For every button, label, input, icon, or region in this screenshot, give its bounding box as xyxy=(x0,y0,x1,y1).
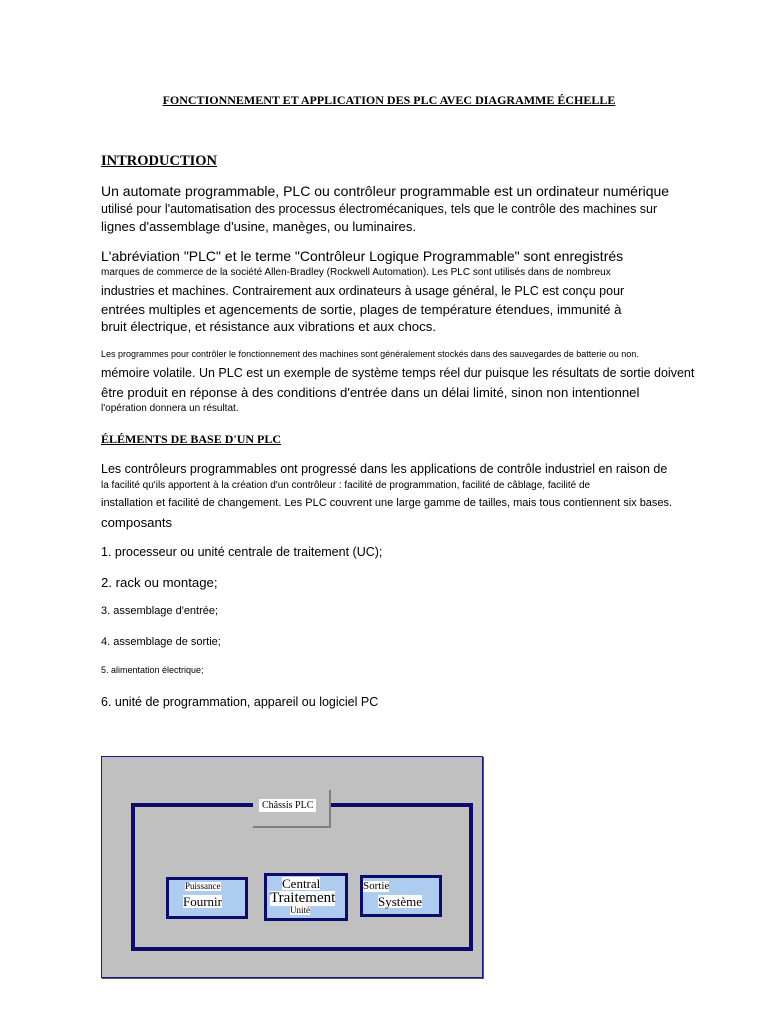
component-item: 2. rack ou montage; xyxy=(101,575,218,590)
power-module-label-2: Fournir xyxy=(183,894,222,909)
paragraph-line: industries et machines. Contrairement aux ordinateurs à usage général, le PLC est conçu pour xyxy=(101,284,625,298)
paragraph-line: bruit électrique, et résistance aux vibrations et aux chocs. xyxy=(101,319,436,334)
output-module xyxy=(360,875,442,917)
paragraph-line: composants xyxy=(101,515,173,530)
component-item: 4. assemblage de sortie; xyxy=(101,636,221,648)
paragraph-line: Les contrôleurs programmables ont progressé dans les applications de contrôle industriel en raison de xyxy=(101,462,668,476)
document-title xyxy=(0,93,768,108)
paragraph-line: être produit en réponse à des conditions d'entrée dans un délai limité, sinon non intentionnel xyxy=(101,385,640,400)
output-module-label-2: Système xyxy=(378,894,423,909)
paragraph-line: marques de commerce de la société Allen-Bradley (Rockwell Automation). Les PLC sont utilisés dans de nombreux xyxy=(101,267,611,278)
cpu-module-label-1: Central xyxy=(282,876,321,891)
chassis-label: Châssis PLC xyxy=(259,799,316,812)
paragraph-line: entrées multiples et agencements de sortie, plages de température étendues, immunité à xyxy=(101,302,622,317)
document-title-text: FONCTIONNEMENT ET APPLICATION DES PLC AVEC DIAGRAMME ÉCHELLE xyxy=(162,93,616,107)
paragraph-line: utilisé pour l'automatisation des processus électromécaniques, tels que le contrôle des machines sur xyxy=(101,202,658,216)
output-module-label-1: Sortie xyxy=(363,880,390,892)
paragraph-line: mémoire volatile. Un PLC est un exemple de système temps réel dur puisque les résultats de sortie doivent xyxy=(101,366,695,380)
paragraph-line: lignes d'assemblage d'usine, manèges, ou luminaires. xyxy=(101,219,417,234)
heading-elements-de-base: ÉLÉMENTS DE BASE D'UN PLC xyxy=(101,432,282,446)
component-item: 3. assemblage d'entrée; xyxy=(101,605,219,617)
paragraph-line: l'opération donnera un résultat. xyxy=(101,403,239,414)
paragraph-line: installation et facilité de changement. Les PLC couvrent une large gamme de tailles, mais tous contiennent six bases. xyxy=(101,497,673,509)
power-module-label-1: Puissance xyxy=(185,881,221,891)
power-supply-module xyxy=(166,877,248,919)
component-item: 6. unité de programmation, appareil ou logiciel PC xyxy=(101,695,379,709)
component-item: 1. processeur ou unité centrale de traitement (UC); xyxy=(101,545,383,559)
paragraph-line: L'abréviation "PLC" et le terme "Contrôleur Logique Programmable" sont enregistrés xyxy=(101,248,624,264)
paragraph-line: la facilité qu'ils apportent à la création d'un contrôleur : facilité de programmation, facilité de câblage, facilité de xyxy=(101,480,591,491)
paragraph-line: Les programmes pour contrôler le fonctionnement des machines sont généralement stockés dans des sauvegardes de batterie ou non. xyxy=(101,349,639,359)
component-item: 5. alimentation électrique; xyxy=(101,665,204,675)
paragraph-line: Un automate programmable, PLC ou contrôleur programmable est un ordinateur numérique xyxy=(101,183,670,199)
cpu-module xyxy=(264,873,348,921)
heading-introduction: INTRODUCTION xyxy=(101,153,218,169)
plc-chassis-diagram xyxy=(101,756,483,978)
cpu-module-label-2: Traitement xyxy=(270,890,336,906)
cpu-module-label-3: Unité xyxy=(290,905,310,915)
